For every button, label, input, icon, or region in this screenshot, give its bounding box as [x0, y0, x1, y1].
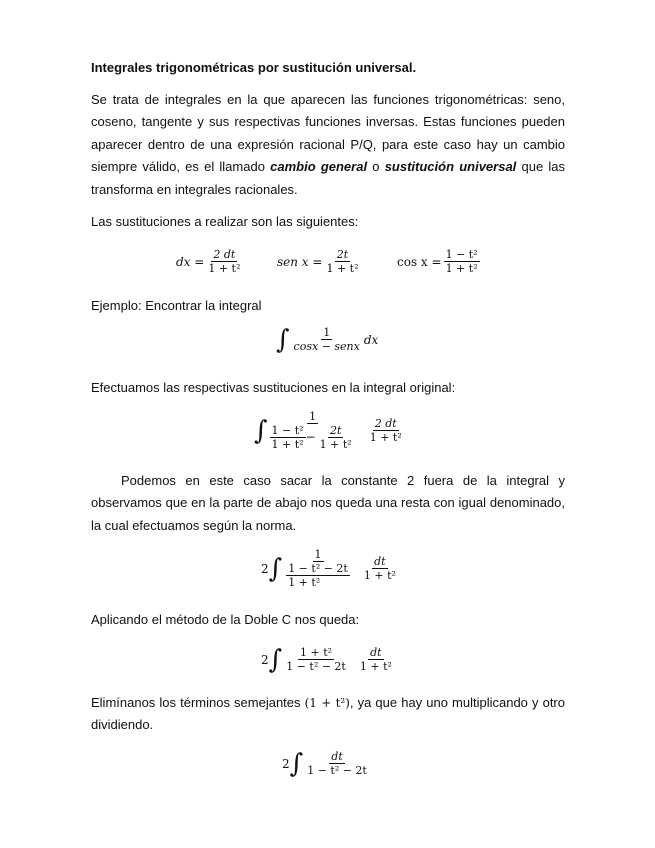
math-text: dt — [370, 646, 382, 659]
math-text: 2 dt — [374, 417, 397, 430]
substitution-cosx — [397, 248, 482, 275]
intro-text: que las transforma en integrales racionales. — [91, 159, 565, 197]
math-text: dt — [331, 750, 343, 763]
math-text: 1 + t² — [369, 431, 402, 444]
math-text: 1 — [309, 410, 317, 423]
intro-text: Se trata de integrales en la que aparecen las funciones trigonométricas: seno, coseno, tangente y sus respectivas funciones inversas. Estas funciones pueden aparecer dentro de una expresión racional P/Q, para este caso hay un cambio siempre válido, es el llamado — [91, 92, 565, 175]
step4-text-b: , ya que hay uno multiplicando y otro dividiendo. — [91, 695, 565, 733]
math-text: cos x = — [397, 254, 442, 269]
intro-paragraph — [91, 89, 565, 201]
math-text: 2 — [282, 756, 290, 771]
math-text: 1 − t² — [445, 248, 478, 261]
step4-text-a: Elimínanos los términos semejantes — [91, 695, 305, 710]
math-text: 1 + t² — [300, 646, 333, 659]
step4-math: (1 + t²) — [304, 696, 350, 710]
math-text: 1 — [314, 548, 322, 561]
integral-constant-out — [261, 548, 400, 589]
substitution-senx — [277, 248, 363, 275]
math-text: 2 — [261, 652, 269, 667]
integral-sign: ∫ — [254, 415, 268, 446]
integral-simplified — [282, 750, 371, 777]
step2-text: Podemos en este caso sacar la constante 2 fuera de la integral y observamos que en la parte de abajo nos queda una resta con igual denominado, la cual efectuamos según la norma. — [91, 473, 565, 533]
math-text: 1 + t² — [288, 576, 321, 589]
math-text: 1 − t² − 2t — [288, 562, 348, 575]
substitution-dx — [176, 248, 244, 275]
step3-text: Aplicando el método de la Doble C nos queda: — [91, 612, 360, 627]
step1-text: Efectuamos las respectivas sustituciones en la integral original: — [91, 380, 456, 395]
page-title: Integrales trigonométricas por sustitución universal. — [91, 60, 417, 75]
integral-doble-c — [261, 646, 396, 673]
math-text: 1 + t² — [208, 262, 241, 275]
integral-sign: ∫ — [276, 324, 290, 355]
math-text: 1 + t² — [359, 660, 392, 673]
math-text: cosx − senx — [293, 340, 360, 353]
term-sustitucion-universal: sustitución universal — [384, 159, 517, 175]
math-text: 2 dt — [213, 248, 236, 261]
integral-sign: ∫ — [289, 748, 304, 779]
math-text: 1 + t² — [319, 438, 352, 451]
step4-text — [91, 692, 565, 737]
math-text: 1 + t² — [363, 569, 396, 582]
math-text: 2 — [261, 561, 269, 576]
math-text: 1 − t² — [271, 424, 304, 437]
math-text: 1 − t² − 2t — [286, 660, 346, 673]
math-text: − — [305, 430, 316, 444]
math-text: 2t — [329, 424, 342, 437]
integral-sign: ∫ — [268, 553, 283, 584]
math-text: 1 + t² — [445, 262, 478, 275]
math-text: 1 − t² − 2t — [307, 764, 367, 777]
math-text: 1 — [323, 326, 331, 339]
example-label: Ejemplo: Encontrar la integral — [91, 298, 262, 313]
term-cambio-general: cambio general — [270, 159, 368, 175]
integral-original — [276, 326, 378, 353]
math-text: 1 + t² — [326, 262, 359, 275]
math-text: sen x = — [277, 254, 323, 269]
integral-sign: ∫ — [268, 644, 283, 675]
math-text: dx = — [176, 254, 205, 269]
subs-intro: Las sustituciones a realizar son las siguientes: — [91, 214, 359, 229]
integral-substituted — [254, 410, 406, 451]
math-text: dx — [363, 332, 379, 347]
math-text: dt — [374, 555, 386, 568]
intro-text: o — [367, 159, 385, 175]
math-text: 1 + t² — [271, 438, 304, 451]
math-text: 2t — [336, 248, 349, 261]
